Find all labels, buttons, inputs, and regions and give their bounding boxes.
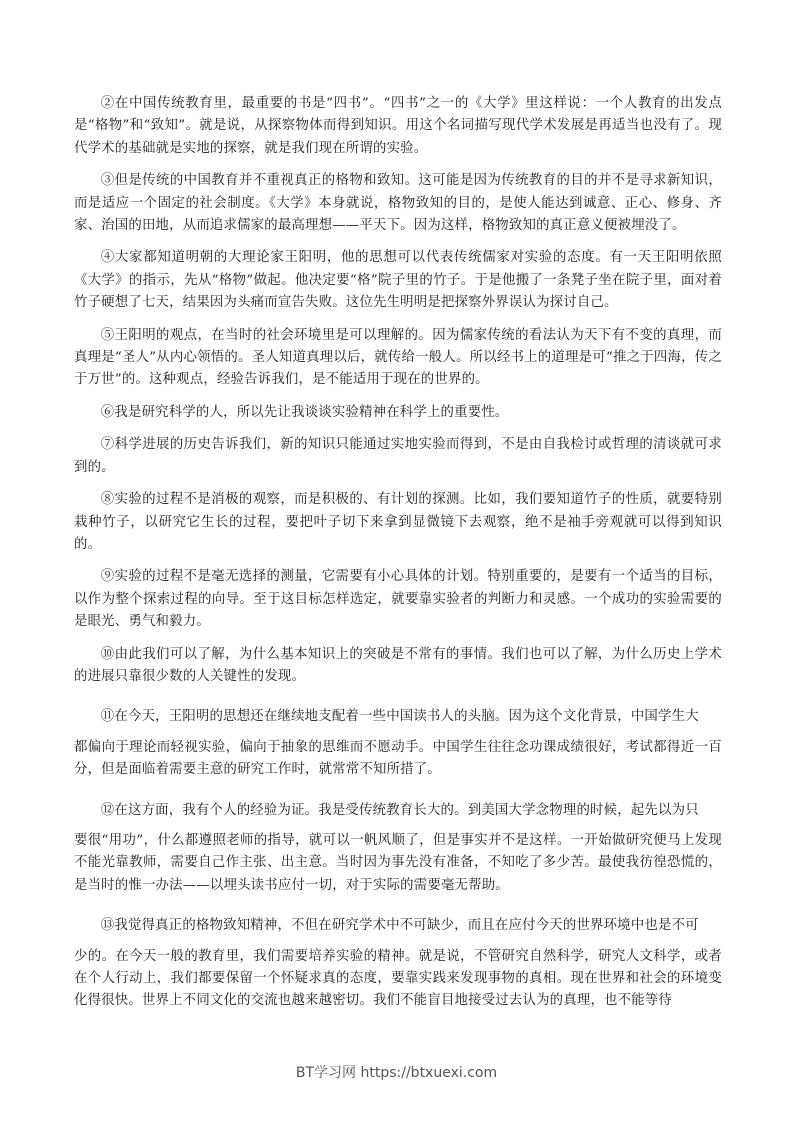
paragraph-12-first-line: ⑫在这方面，我有个人的经验为证。我是受传统教育长大的。到美国大学念物理的时候，起先以为只 (100, 802, 699, 818)
paragraph-13-rest: 少的。在今天一般的教育里，我们需要培养实验的精神。就是说，不管研究自然科学，研究人文科学，或者在个人行动上，我们都要保留一个怀疑求真的态度，要靠实践来发现事物的真相。现在世界和社会的环境变化得很快。世界上不同文化的交流也越来越密切。我们不能盲目地接受过去认为的真理，也不能等待 (74, 948, 722, 1009)
paragraph-13-first-line: ⑬我觉得真正的格物致知精神，不但在研究学术中不可缺少，而且在应付今天的世界环境中也是不可 (100, 918, 699, 934)
paragraph-11 (74, 706, 722, 781)
paragraph-10: ⑩由此我们可以了解，为什么基本知识上的突破是不常有的事情。我们也可以了解，为什么历史上学术的进展只靠很少数的人关键性的发现。 (74, 646, 722, 684)
paragraph-2: ②在中国传统教育里，最重要的书是“四书”。“四书”之一的《大学》里这样说：一个人教育的出发点是“格物”和“致知”。就是说，从探察物体而得到知识。用这个名词描写现代学术发展是再适当也没有了。现代学术的基础就是实地的探察，就是我们现在所谓的实验。 (74, 96, 722, 156)
paragraph-13 (74, 915, 722, 1013)
paragraph-7: ⑦科学进展的历史告诉我们，新的知识只能通过实地实验而得到，不是由自我检讨或哲理的清谈就可求到的。 (74, 437, 722, 475)
paragraph-5: ⑤王阳明的观点，在当时的社会环境里是可以理解的。因为儒家传统的看法认为天下有不变的真理，而真理是“圣人”从内心领悟的。圣人知道真理以后，就传给一般人。所以经书上的道理是可“推之于四海，传之于万世”的。这种观点，经验告诉我们，是不能适用于现在的世界的。 (74, 327, 722, 388)
footer-watermark: BT学习网 https://btxuexi.com (295, 1065, 498, 1081)
paragraph-12-rest: 要很“用功”，什么都遵照老师的指导，就可以一帆风顺了，但是事实并不是这样。一开始做研究便马上发现不能光靠教师，需要自己作主张、出主意。当时因为事先没有准备，不知吃了多少苦。最使我彷徨恐慌的，是当时的惟一办法——以埋头读书应付一切，对于实际的需要毫无帮助。 (74, 832, 722, 893)
paragraph-9: ⑨实验的过程不是毫无选择的测量，它需要有小心具体的计划。特别重要的，是要有一个适当的目标，以作为整个探索过程的向导。至于这目标怎样选定，就要靠实验者的判断力和灵感。一个成功的实验需要的是眼光、勇气和毅力。 (74, 569, 722, 630)
paragraph-6: ⑥我是研究科学的人，所以先让我谈谈实验精神在科学上的重要性。 (100, 404, 509, 420)
document-body (74, 93, 722, 1023)
paragraph-8: ⑧实验的过程不是消极的观察，而是积极的、有计划的探测。比如，我们要知道竹子的性质，就要特别栽种竹子，以研究它生长的过程，要把叶子切下来拿到显微镜下去观察，绝不是袖手旁观就可以得到知识的。 (74, 492, 722, 552)
paragraph-11-rest: 都偏向于理论而轻视实验，偏向于抽象的思维而不愿动手。中国学生往往念功课成绩很好，考试都得近一百分，但是面临着需要主意的研究工作时，就常常不知所措了。 (74, 739, 722, 778)
paragraph-4: ④大家都知道明朝的大理论家王阳明，他的思想可以代表传统儒家对实验的态度。有一天王阳明依照《大学》的指示，先从“格物”做起。他决定要“格”院子里的竹子。于是他搬了一条凳子坐在院子里，面对着竹子硬想了七天，结果因为头痛而宣告失败。这位先生明明是把探察外界误认为探讨自己。 (74, 250, 722, 311)
paragraph-3: ③但是传统的中国教育并不重视真正的格物和致知。这可能是因为传统教育的目的并不是寻求新知识，而是适应一个固定的社会制度。《大学》本身就说，格物致知的目的，是使人能达到诚意、正心、修身、齐家、治国的田地，从而追求儒家的最高理想——平天下。因为这样，格物致知的真正意义便被埋没了。 (74, 173, 722, 234)
paragraph-11-first-line: ⑪在今天，王阳明的思想还在继续地支配着一些中国读书人的头脑。因为这个文化背景，中国学生大 (100, 709, 699, 725)
paragraph-12 (74, 800, 722, 898)
